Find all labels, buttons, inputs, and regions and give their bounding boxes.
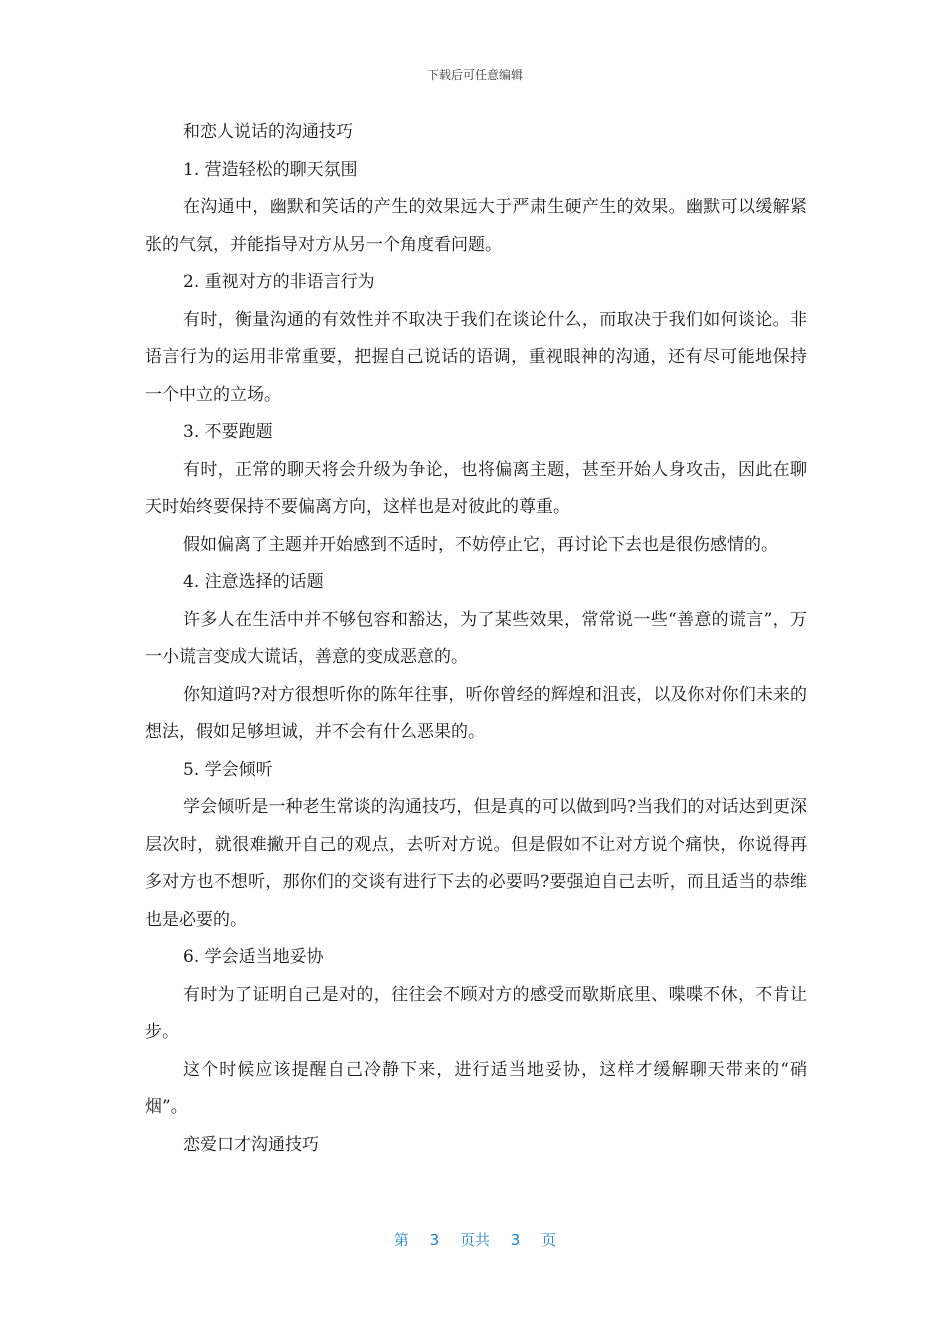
heading-4: 4. 注意选择的话题: [183, 572, 324, 592]
paragraph: 有时，衡量沟通的有效性并不取决于我们在谈论什么，而取决于我们如何谈论。非语言行为的运用非常重要，把握自己说话的语调，重视眼神的沟通，还有尽可能地保持一个中立的立场。: [145, 309, 807, 405]
header-note: 下载后可任意编辑: [426, 68, 523, 82]
footer-word-page: 第: [393, 1231, 409, 1249]
paragraph: 假如偏离了主题并开始感到不适时，不妨停止它，再讨论下去也是很伤感情的。: [183, 534, 778, 555]
heading-3: 3. 不要跑题: [183, 422, 273, 442]
section-title: 恋爱口才沟通技巧: [183, 1134, 319, 1155]
paragraph: 学会倾听是一种老生常谈的沟通技巧，但是真的可以做到吗?当我们的对话达到更深层次时，就很难撇开自己的观点，去听对方说。但是假如不让对方说个痛快，你说得再多对方也不想听，那你们的交谈有进行下去的必要吗?要强迫自己去听，而且适当的恭维也是必要的。: [145, 797, 807, 930]
footer-word-page-end: 页: [541, 1231, 557, 1249]
footer-total-pages: 3: [510, 1231, 521, 1249]
heading-5: 5. 学会倾听: [183, 759, 273, 780]
document-body: [145, 114, 807, 1164]
paragraph: 许多人在生活中并不够包容和豁达，为了某些效果，常常说一些“善意的谎言”，万一小谎言变成大谎话，善意的变成恶意的。: [145, 609, 807, 667]
page-footer: [0, 1229, 950, 1250]
page-header: [0, 66, 950, 83]
section-title: 和恋人说话的沟通技巧: [183, 122, 353, 142]
paragraph: 有时，正常的聊天将会升级为争论，也将偏离主题，甚至开始人身攻击，因此在聊天时始终要保持不要偏离方向，这样也是对彼此的尊重。: [145, 459, 807, 517]
paragraph: 有时为了证明自己是对的，往往会不顾对方的感受而歇斯底里、喋喋不休，不肯让步。: [145, 984, 807, 1042]
heading-1: 1. 营造轻松的聊天氛围: [183, 159, 358, 180]
paragraph: 在沟通中，幽默和笑话的产生的效果远大于严肃生硬产生的效果。幽默可以缓解紧张的气氛，并能指导对方从另一个角度看问题。: [145, 197, 807, 255]
heading-6: 6. 学会适当地妥协: [183, 947, 324, 967]
footer-current-page: 3: [429, 1231, 440, 1249]
paragraph: 这个时候应该提醒自己冷静下来，进行适当地妥协，这样才缓解聊天带来的“硝烟”。: [145, 1059, 807, 1117]
heading-2: 2. 重视对方的非语言行为: [183, 272, 375, 292]
paragraph: 你知道吗?对方很想听你的陈年往事，听你曾经的辉煌和沮丧，以及你对你们未来的想法，假如足够坦诚，并不会有什么恶果的。: [145, 684, 807, 742]
footer-word-page-total: 页共: [459, 1231, 490, 1249]
